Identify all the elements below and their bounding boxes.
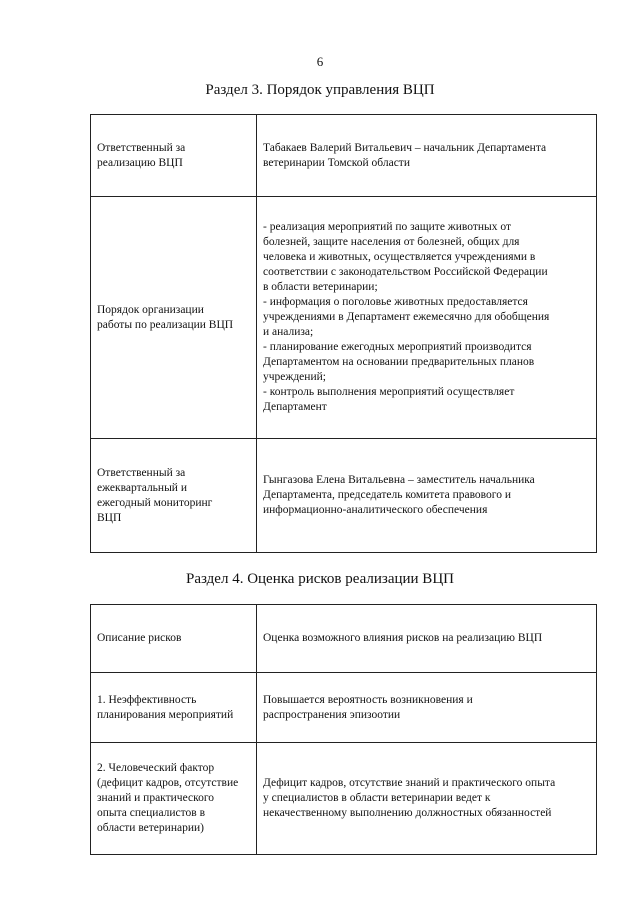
table-header-row — [91, 605, 597, 673]
header-cell — [257, 605, 597, 673]
row-label — [91, 115, 257, 197]
risk-impact — [257, 673, 597, 743]
text-line: ежегодный мониторинг — [97, 496, 213, 509]
header-cell — [91, 605, 257, 673]
text-line: Табакаев Валерий Витальевич – начальник Департамента — [263, 141, 547, 154]
text-line: 1. Неэффективность — [97, 693, 197, 706]
text-line: планирования мероприятий — [97, 708, 234, 721]
text-line: области ветеринарии) — [97, 822, 204, 834]
text-line: Порядок организации — [97, 303, 204, 316]
text-line: болезней, защите населения от болезней, общих для — [263, 236, 520, 248]
text-line: Департамента, председатель комитета правового и — [263, 489, 511, 501]
text-line: - реализация мероприятий по защите животных от — [263, 221, 512, 233]
table-row — [91, 673, 597, 743]
text-line: учреждениями в Департамент ежемесячно для обобщения — [263, 311, 550, 323]
text-line: Департамент — [263, 401, 327, 413]
row-label — [91, 197, 257, 439]
text-line: Оценка возможного влияния рисков на реализацию ВЦП — [263, 632, 543, 644]
text-line: работы по реализации ВЦП — [97, 318, 234, 331]
management-table — [90, 114, 597, 553]
section-3-title: Раздел 3. Порядок управления ВЦП — [205, 82, 435, 98]
text-line: в области ветеринарии; — [263, 281, 378, 293]
risk-description — [91, 743, 257, 855]
text-line: Ответственный за — [97, 466, 186, 479]
risk-description — [91, 673, 257, 743]
row-value — [257, 197, 597, 439]
text-line: у специалистов в области ветеринарии ведет к — [263, 792, 491, 804]
text-line: Департаментом на основании предварительных планов — [263, 356, 535, 368]
text-line: Ответственный за — [97, 141, 186, 154]
text-line: (дефицит кадров, отсутствие — [97, 777, 239, 789]
text-line: соответствии с законодательством Российской Федерации — [263, 266, 548, 278]
text-line: знаний и практического — [97, 792, 215, 804]
text-line: ежеквартальный и — [97, 481, 187, 494]
risk-table — [90, 604, 597, 855]
text-line: Повышается вероятность возникновения и — [263, 693, 473, 706]
section-4-title: Раздел 4. Оценка рисков реализации ВЦП — [186, 571, 454, 587]
text-line: - контроль выполнения мероприятий осуществляет — [263, 386, 515, 398]
table-row — [91, 743, 597, 855]
row-value — [257, 115, 597, 197]
text-line: информационно-аналитического обеспечения — [263, 504, 488, 516]
text-line: Гынгазова Елена Витальевна – заместитель начальника — [263, 474, 535, 486]
table-row — [91, 439, 597, 553]
text-line: Описание рисков — [97, 632, 182, 644]
row-value — [257, 439, 597, 553]
text-line: некачественному выполнению должностных обязанностей — [263, 807, 552, 819]
text-line: человека и животных, осуществляется учреждениями в — [263, 251, 536, 263]
text-line: - планирование ежегодных мероприятий производится — [263, 341, 532, 353]
text-line: - информация о поголовье животных предоставляется — [263, 296, 528, 308]
text-line: распространения эпизоотии — [263, 708, 401, 721]
text-line: ВЦП — [97, 511, 122, 524]
text-line: учреждений; — [263, 371, 326, 383]
table-row — [91, 197, 597, 439]
text-line: опыта специалистов в — [97, 807, 206, 819]
risk-impact — [257, 743, 597, 855]
table-row — [91, 115, 597, 197]
text-line: и анализа; — [263, 326, 314, 338]
page-number: 6 — [316, 54, 324, 69]
row-label — [91, 439, 257, 553]
text-line: 2. Человеческий фактор — [97, 762, 215, 774]
text-line: ветеринарии Томской области — [263, 156, 410, 169]
text-line: Дефицит кадров, отсутствие знаний и практического опыта — [263, 777, 556, 789]
text-line: реализацию ВЦП — [97, 156, 183, 169]
